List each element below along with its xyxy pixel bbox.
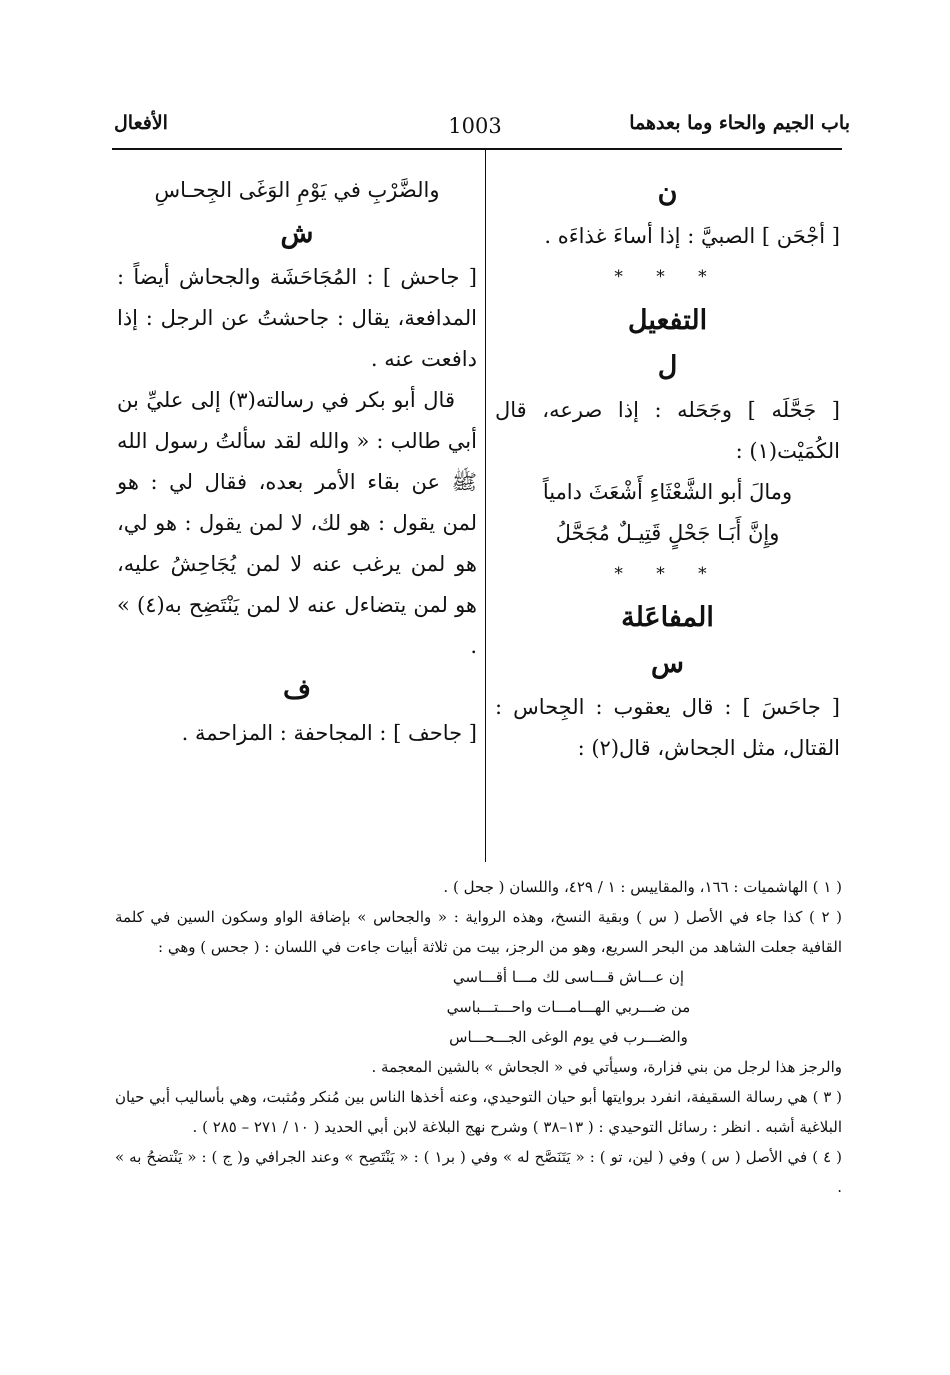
- column-divider: [485, 150, 486, 862]
- left-column: [117, 170, 477, 754]
- verse-line-2: وإِنَّ أَبَـا جَحْلٍ قَتِيـلٌ مُجَحَّلُ: [555, 521, 780, 545]
- verse-line-end: والضَّرْبِ في يَوْمِ الوَغَى الجِحـاسِ: [154, 178, 440, 202]
- entry-jahhal: [ جَحَّلَه ] وجَحَله : إذا صرعه، قال الكُمَيْت(١) :: [495, 398, 840, 463]
- letter-heading-sh: ش: [280, 218, 314, 249]
- footnotes: [115, 872, 842, 1202]
- verse-line-1: ومالَ أبو الشَّعْثَاءِ أَشْعَثَ دامياً: [542, 480, 793, 504]
- right-column: [495, 170, 840, 769]
- letter-heading-n: ن: [657, 177, 678, 208]
- footnote-2-continued: والرجز هذا لرجل من بني فزارة، وسيأتي في « الجحاش » بالشين المعجمة .: [371, 1058, 842, 1076]
- entry-jahaf: [ جاحف ] : المجاحفة : المزاحمة .: [181, 721, 477, 745]
- page-number: 1003: [448, 114, 502, 138]
- entry-ajhan: [ أجْحَن ] الصبيَّ : إذا أساءَ غذاءَه .: [544, 224, 840, 248]
- running-header-chapter: باب الجيم والحاء وما بعدهما: [629, 112, 850, 134]
- quote-abu-bakr: قال أبو بكر في رسالته(٣) إلى عليِّ بن أبي طالب : « والله لقد سألتُ رسول الله ﷺ عن بقاء الأمر بعده، فقال لي : هو لمن يقول : هو لك، لا لمن يقول : هو لي، هو لمن يرغب عنه لا لمن يُجَاحِشُ عليه، هو لمن يتضاءل عنه لا لمن يَنْتَضِح به(٤) » .: [117, 388, 478, 658]
- separator-stars: * * *: [614, 267, 721, 287]
- entry-jahash: [ جاحش ] : المُجَاحَشَة والجحاش أيضاً : المدافعة، يقال : جاحشتُ عن الرجل : إذا دافعت عنه .: [117, 265, 477, 371]
- footnote-4: ( ٤ ) في الأصل ( س ) وفي ( لين، تو ) : « يَتَنَصَّح له » وفي ( بر١ ) : « يَنْتَصِح » وعند الجرافي و( ج ) : « يَنْتضحُ به » .: [115, 1148, 842, 1196]
- header-rule: [112, 148, 842, 150]
- footnote-poem-line-1: إن عـــاش قـــاسى لك مـــا أقـــاسي: [452, 968, 685, 986]
- footnote-2: ( ٢ ) كذا جاء في الأصل ( س ) وبقية النسخ، وهذه الرواية : « والجحاس » بإضافة الواو وسكون السين في كلمة القافية جعلت الشاهد من البحر السريع، وهو من الرجز، بيت من ثلاثة أبيات جاءت في اللسان : ( جحس ) وهي :: [115, 908, 842, 956]
- entry-jahas: [ جاحَسَ ] : قال يعقوب : الجِحاس : القتال، مثل الجحاش، قال(٢) :: [495, 695, 840, 760]
- footnote-3: ( ٣ ) هي رسالة السقيفة، انفرد بروايتها أبو حيان التوحيدي، وعنه أخذها الناس بين مُنكر ومُثبت، وهي بأساليب أبي حيان البلاغية أشبه . انظر : رسائل التوحيدي : ( ١٣–٣٨ ) وشرح نهج البلاغة لابن أبي الحديد ( ١٠ / ٢٧١ – ٢٨٥ ) .: [115, 1088, 842, 1136]
- letter-heading-l: ل: [657, 351, 678, 382]
- section-heading-mufaala: المفاعَلة: [621, 602, 714, 633]
- footnote-poem-line-3: والضـــرب في يوم الوغى الجـــحـــاس: [449, 1028, 688, 1046]
- running-header-section: الأفعال: [114, 112, 168, 134]
- footnote-poem-line-2: من ضـــربي الهـــامـــات واحـــتـــباسي: [446, 998, 691, 1016]
- separator-stars: * * *: [614, 564, 721, 584]
- letter-heading-s: س: [651, 648, 684, 679]
- footnote-1: ( ١ ) الهاشميات : ١٦٦، والمقاييس : ١ / ٤٢٩، واللسان ( جحل ) .: [443, 878, 842, 896]
- letter-heading-f: ف: [283, 674, 311, 705]
- section-heading-tafil: التفعيل: [627, 305, 708, 336]
